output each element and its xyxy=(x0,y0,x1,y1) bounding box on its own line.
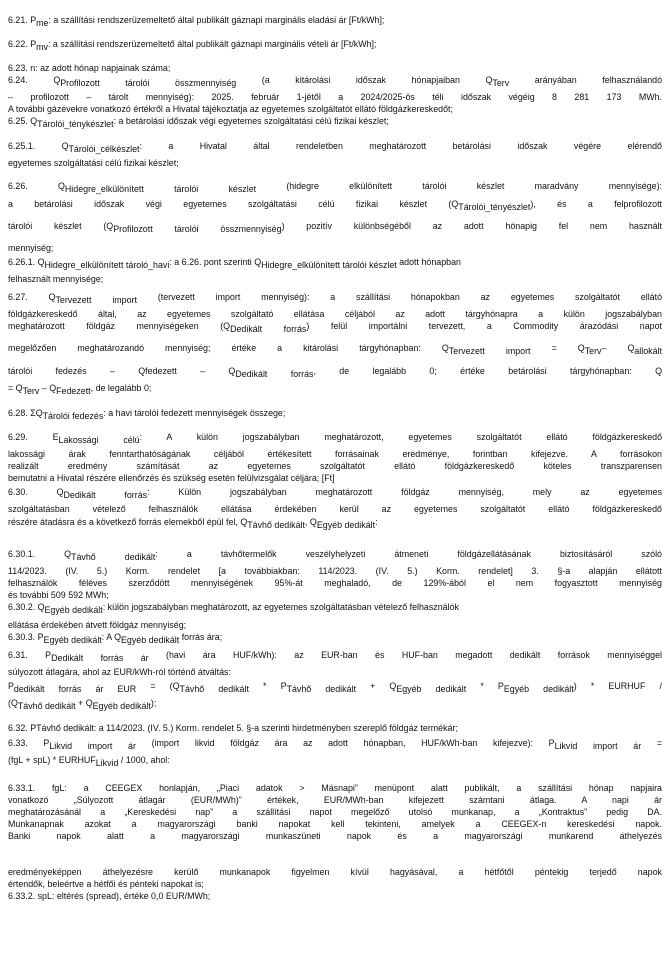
line-6-30-1: 6.30.1. $Q_{Távhő dedikált}$: a távhőtermelők veszélyhelyzeti átmeneti földgázellátásának biztosításáról szóló xyxy=(8,549,662,562)
line-6-27-cont4: tárolói fedezés – Qfedezett – $Q_{Dedikált forrás}$, de legalább 0; értéke betárolási tárgyhónapban: Q xyxy=(8,366,662,379)
line-6-26-1-cont: felhasznált mennyisége; xyxy=(8,274,104,284)
line-6-30-2: 6.30.2. $Q_{Egyéb dedikált}$: külön jogszabályban meghatározott, az egyetemes szolgáltatásban vételező felhasználók xyxy=(8,602,459,615)
line-6-32: 6.32. PTávhő dedikált: a 114/2023. (IV. 5.) Korm. rendelet 5. §-a szerinti hirdetményben szereplő földgáz termékár; xyxy=(8,723,458,733)
line-6-29-cont3: bemutatni a Hivatal részére ellenőrzés és szükség esetén felülvizsgálat céljára; [Ft] xyxy=(8,473,335,483)
line-6-33-cont: $(fgL + spL) * EURHUF_{Likvid} / 1000$, ahol: xyxy=(8,755,170,768)
line-6-33-1-cont1: vonatkozó „Súlyozott átlagár (EUR/MWh)” értékek, EUR/MWh-ban kifejezett számtani átlaga. A napi ár xyxy=(8,795,662,805)
line-6-30-1-cont2: felhasználók féléves szerződött mennyiségének 95%-át meghaladó, de 129%-ából el nem fogyasztott mennyiség xyxy=(8,578,662,588)
line-6-25-1: 6.25.1. $Q_{Tárolói\_célkészlet}$: a Hivatal által rendeletben meghatározott betárolási időszak végére elérendő xyxy=(8,141,662,154)
line-6-24-cont2: A további gázévekre vonatkozó értékről a Hivatal tájékoztatja az egyetemes szolgáltatót ellátó földgázkereskedőt; xyxy=(8,104,453,114)
line-6-27-cont1: földgázkereskedő által, az egyetemes szolgáltató ellátása céljából az adott tárgyhónapra a külön jogszabályban xyxy=(8,309,662,319)
line-6-33-1-cont3: Munkanapnak azokat a magyarországi banki napokat kell tekinteni, amelyek a CEEGEX-n kereskedési napok. xyxy=(8,819,662,829)
line-6-31: 6.31. $P_{Dedikált forrás ár}$ (havi ára HUF/kWh): az EUR-ban és HUF-ban megadott dedikált források mennyiséggel xyxy=(8,650,662,663)
line-6-26-1: 6.26.1. $Q_{Hidegre\_elkülönített tároló\_havi}$: a 6.26. pont szerinti $Q_{Hidegre\_elkülönített tárolói készlet}$ adott hónapban xyxy=(8,257,461,270)
line-6-26-cont2: tárolói készlet $(Q_{Profilozott tárolói összmennyiség})$ pozitív különbségéből az adott hónapig fel nem használt xyxy=(8,221,662,234)
line-6-30-3: 6.30.3. $P_{Egyéb dedikált}$: A $Q_{Egyéb dedikált}$ forrás ára; xyxy=(8,632,223,645)
line-6-30: 6.30. $Q_{Dedikált forrás}$: Külön jogszabályban meghatározott földgáz mennyiség, mely az egyetemes xyxy=(8,487,663,500)
line-6-33-1: 6.33.1. fgL: a CEEGEX honlapján, „Piaci adatok > Másnapi” menüpont alatt publikált, a szállítási hónap napjaira xyxy=(8,783,662,793)
line-6-27-cont5: = $Q_{Terv} - Q_{Fedezett}$, de legalább 0; xyxy=(8,383,152,396)
line-6-31-cont1: súlyozott átlagára, ahol az EUR/kWh-ról történő átváltás: xyxy=(8,667,231,677)
line-6-30-cont2: részére átadásra és a következő forrás elemekből épül fel, $Q_{Távhő dedikált}$, $Q_{Egyéb dedikált}$: xyxy=(8,517,378,530)
line-6-25: 6.25. $Q_{Tárolói\_ténykészlet}$: a betárolási időszak végi egyetemes szolgáltatási célú fizikai készlet; xyxy=(8,116,389,129)
line-6-29-cont2: realizált eredmény számítását az egyetemes szolgáltatót ellátó földgázkereskedő köteles transzparensen xyxy=(8,461,662,471)
line-6-30-2-cont: ellátása érdekében átvett földgáz mennyiség; xyxy=(8,620,187,630)
line-6-33-2: 6.33.2. spL: eltérés (spread), értéke 0,0 EUR/MWh; xyxy=(8,891,211,901)
line-6-33-1-cont2: meghatározásánál a „Kereskedési nap” a szállítási napot megelőző utolsó munkanap, a „Kontraktus” pedig DA. xyxy=(8,807,662,817)
line-6-27: 6.27. $Q_{Tervezett import}$ (tervezett import mennyiség): a szállítási hónapokban az egyetemes szolgáltatót ellátó xyxy=(8,292,663,305)
line-6-30-1-cont1: 114/2023. (IV. 5.) Korm. rendelet [a továbbiakban: 114/2023. (IV. 5.) Korm. rendelet] 3. §-a alapján ellátott xyxy=(8,566,662,576)
line-6-24-cont1: – profilozott – tárolt mennyiség): 2025. február 1-jétől a 2024/2025-ös téli időszak végéig 8 281 173 MWh. xyxy=(8,92,662,102)
line-6-33-1-cont4: Banki napok alatt a magyarországi munkaszüneti napok és a magyarországi munkarend áthelyezés xyxy=(8,831,662,841)
line-6-26-cont3: mennyiség; xyxy=(8,243,54,253)
line-6-27-cont2: meghatározott földgáz mennyiségeken $(Q_{Dedikált forrás})$ felül importálni tervezett, a Commodity árazódási napot xyxy=(8,321,662,334)
line-6-33-1-cont5: eredményeképpen áthelyezésre kerülő munkanapok figyelmen kívül hagyásával, a hétfőtől péntekig terjedő napok xyxy=(8,867,662,877)
line-6-26-cont1: a betárolási időszak végi egyetemes szolgáltatási célú fizikai készlet $(Q_{Tárolói\_tényészlet})$, és a felprofilozott xyxy=(8,199,663,212)
line-6-30-1-cont3: és további 509 592 MWh; xyxy=(8,590,109,600)
line-6-29: 6.29. $E_{Lakossági célú}$: A külön jogszabályban meghatározott, egyetemes szolgáltatót ellátó földgázkereskedő xyxy=(8,432,663,445)
line-6-31-formula1: $P_{dedikált forrás ár EUR} = (Q_{Távhő dedikált} * P_{Távhő dedikált} + Q_{Egyéb dedikált} * P_{Egyéb dedikált})$ * EURHUF / xyxy=(8,681,662,694)
line-6-33-1-cont6: értendők, beleértve a hétfői és pénteki napokat is; xyxy=(8,879,204,889)
line-6-21: 6.21. $P_{me}$: a szállítási rendszerüzemeltető által publikált gáznapi marginális eladási ár [Ft/kWh]; xyxy=(8,15,385,28)
line-6-29-cont1: lakossági árak fenntarthatóságának céljából értékesített forrásainak eredménye, forintban kifejezve. A forrásokon xyxy=(8,449,662,459)
line-6-25-1-cont: egyetemes szolgáltatási célú fizikai készlet; xyxy=(8,158,179,168)
line-6-24: 6.24. $Q_{Profilozott tárolói összmennyiség}$ (a kitárolási időszak hónapjaiban $Q_{Terv}$ arányában felhasználandó xyxy=(8,75,663,88)
line-6-33: 6.33. $P_{Likvid import ár}$ (import likvid földgáz ára az adott hónapban, HUF/kWh-ban kifejezve): $P_{Likvid import ár}$ = xyxy=(8,738,663,751)
line-6-28: 6.28. $\Sigma Q_{Tárolói fedezés}$: a havi tárolói fedezett mennyiségek összege; xyxy=(8,408,286,421)
line-6-31-formula2: $(Q_{Távhő dedikált} + Q_{Egyéb dedikált})$; xyxy=(8,698,157,711)
line-6-26: 6.26. $Q_{Hidegre\_elkülönített tárolói készlet}$ (hidegre elkülönített tárolói készlet maradvány mennyisége): xyxy=(8,181,662,194)
line-6-22: 6.22. $P_{mv}$: a szállítási rendszerüzemeltető által publikált gáznapi marginális vételi ár [Ft/kWh]; xyxy=(8,39,377,52)
line-6-27-cont3: megelőzően meghatározandó mennyiség; értéke a kitárolási tárgyhónapban: $Q_{Tervezett import} = Q_{Terv}-$ $Q_{allokált}$ xyxy=(8,343,662,356)
line-6-30-cont1: szolgáltatásban vételező felhasználók ellátása érdekében kerül az egyetemes szolgáltatót ellátó földgázkereskedő xyxy=(8,504,662,514)
line-6-23: 6.23. n: az adott hónap napjainak száma; xyxy=(8,63,171,73)
